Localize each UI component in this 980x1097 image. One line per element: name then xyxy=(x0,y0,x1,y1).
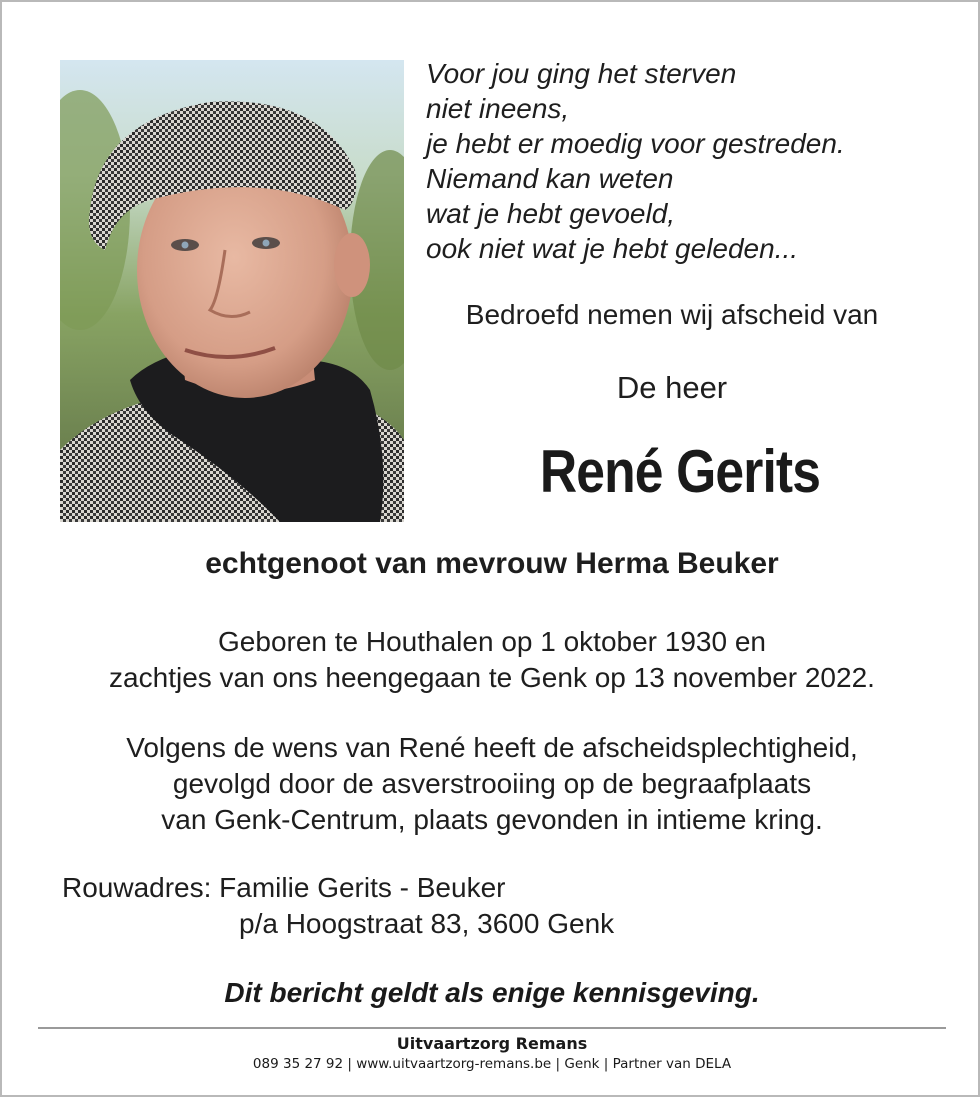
funeral-home-contact: 089 35 27 92 | www.uitvaartzorg-remans.be | Genk | Partner van DELA xyxy=(252,1056,732,1072)
intro-text: Bedroefd nemen wij afscheid van xyxy=(465,299,879,330)
ceremony-line: gevolgd door de asverstrooiing op de begraafplaats xyxy=(172,768,812,799)
poem-line: Voor jou ging het sterven xyxy=(426,58,737,89)
ceremony-line: van Genk-Centrum, plaats gevonden in intieme kring. xyxy=(161,804,823,835)
ceremony-text xyxy=(2,730,980,838)
address-line-1: Rouwadres: Familie Gerits - Beuker xyxy=(62,872,506,903)
footer-divider xyxy=(38,1027,946,1029)
portrait-photo xyxy=(60,60,404,522)
poem-line: wat je hebt gevoeld, xyxy=(426,198,676,229)
birth-death-line: zachtjes van ons heengegaan te Genk op 13 november 2022. xyxy=(109,662,875,693)
poem-line: niet ineens, xyxy=(426,93,570,124)
spouse-line: echtgenoot van mevrouw Herma Beuker xyxy=(205,547,779,580)
mourning-address xyxy=(62,870,614,942)
notice-text: Dit bericht geldt als enige kennisgeving. xyxy=(224,977,760,1008)
funeral-home-name: Uitvaartzorg Remans xyxy=(396,1034,588,1053)
poem-line: ook niet wat je hebt geleden... xyxy=(426,233,799,264)
birth-death-line: Geboren te Houthalen op 1 oktober 1930 en xyxy=(218,626,766,657)
birth-death-text xyxy=(2,624,980,696)
honorific: De heer xyxy=(616,370,728,405)
ceremony-line: Volgens de wens van René heeft de afscheidsplechtigheid, xyxy=(126,732,858,763)
poem-line: je hebt er moedig voor gestreden. xyxy=(426,128,845,159)
address-line-2: p/a Hoogstraat 83, 3600 Genk xyxy=(239,908,615,939)
poem-line: Niemand kan weten xyxy=(426,163,674,194)
poem xyxy=(426,56,845,266)
deceased-name: René Gerits xyxy=(539,438,821,505)
